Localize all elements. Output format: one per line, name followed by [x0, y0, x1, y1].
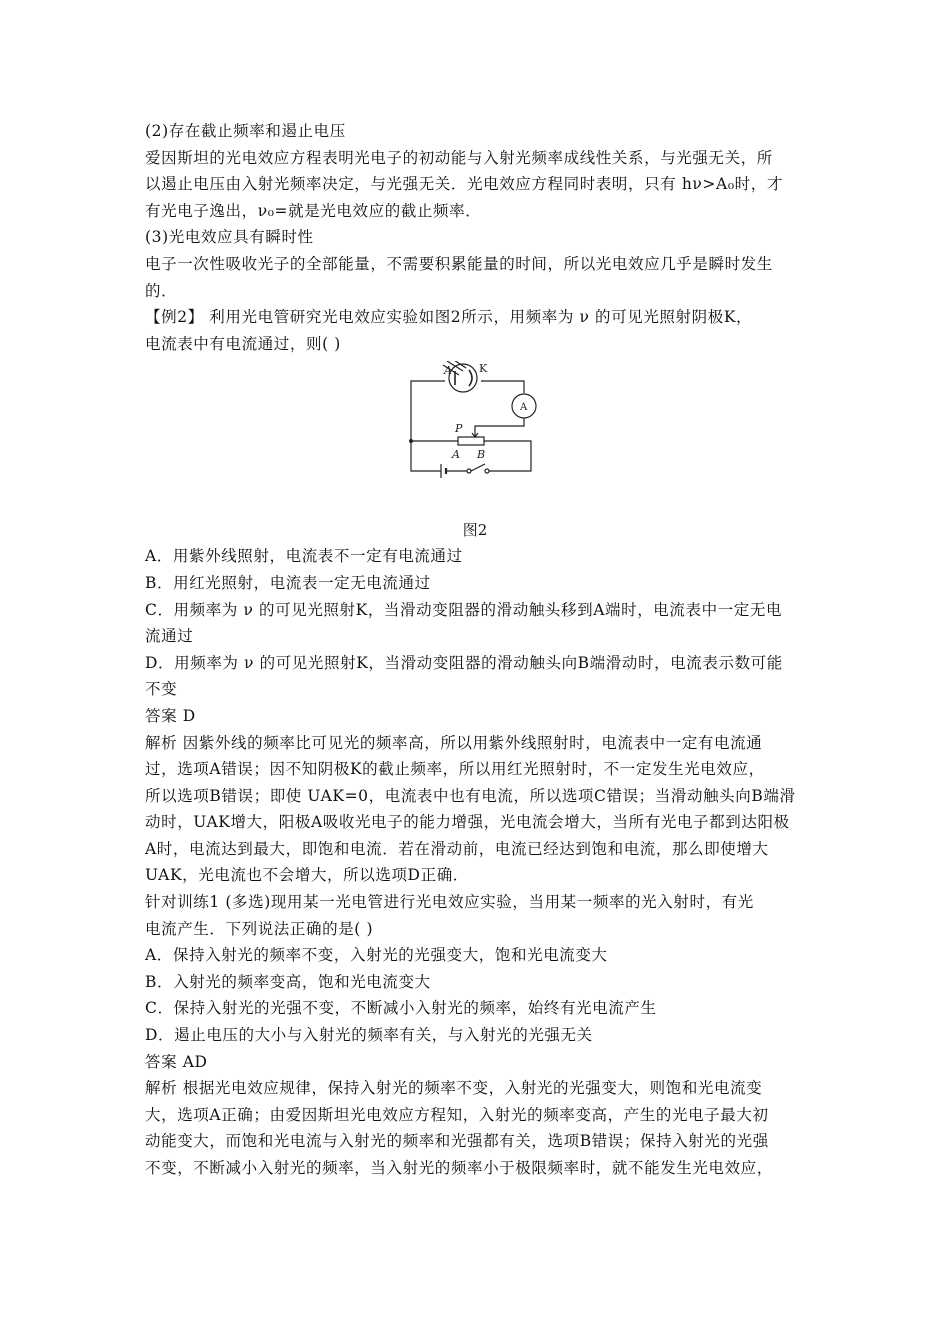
text-line: 有光电子逸出，ν₀=就是光电效应的截止频率．	[145, 201, 482, 220]
text-line: 爱因斯坦的光电效应方程表明光电子的初动能与入射光频率成线性关系，与光强无关，所	[145, 148, 773, 167]
text-line: A．保持入射光的频率不变，入射光的光强变大，饱和光电流变大	[145, 946, 608, 965]
text-line: 动时，UAK增大，阳极A吸收光电子的能力增强，光电流会增大，当所有光电子都到达阳极	[145, 813, 790, 832]
text-line: D．用频率为 ν 的可见光照射K，当滑动变阻器的滑动触头向B端滑动时，电流表示数可能	[145, 653, 783, 672]
text-block-before	[145, 118, 815, 357]
text-line: 不变，不断减小入射光的频率，当入射光的频率小于极限频率时，就不能发生光电效应，	[145, 1159, 773, 1177]
text-line: A．用紫外线照射，电流表不一定有电流通过	[145, 547, 463, 566]
end-b-label: B	[477, 448, 486, 462]
text-line: 所以选项B错误；即使 UAK=0，电流表中也有电流，所以选项C错误；当滑动触头向B端滑	[145, 786, 796, 805]
circuit-figure	[145, 357, 815, 517]
text-line: (2)存在截止频率和遏止电压	[145, 122, 346, 140]
text-line: 电流表中有电流通过，则( )	[145, 334, 341, 353]
text-line: UAK，光电流也不会增大，所以选项D正确．	[145, 866, 469, 885]
text-line: 答案 D	[145, 706, 196, 725]
text-line: 答案 AD	[145, 1052, 208, 1071]
slider-label: P	[455, 422, 463, 436]
figure-caption: 图2	[462, 521, 488, 540]
circuit-diagram	[405, 361, 550, 486]
text-line: B．用红光照射，电流表一定无电流通过	[145, 573, 431, 592]
text-line: 流通过	[145, 627, 194, 646]
text-block-after	[145, 543, 815, 1181]
text-line: B．入射光的频率变高，饱和光电流变大	[145, 972, 431, 991]
text-line: 的．	[145, 281, 178, 300]
text-line: 不变	[145, 680, 178, 699]
text-line: 大，选项A正确；由爱因斯坦光电效应方程知，入射光的频率变高，产生的光电子最大初	[145, 1105, 769, 1124]
text-line: C．用频率为 ν 的可见光照射K，当滑动变阻器的滑动触头移到A端时，电流表中一定无电	[145, 600, 783, 619]
text-line: 解析 因紫外线的频率比可见光的频率高，所以用紫外线照射时，电流表中一定有电流通	[145, 733, 763, 752]
text-line: 电子一次性吸收光子的全部能量，不需要积累能量的时间，所以光电效应几乎是瞬时发生	[145, 254, 773, 273]
text-line: D．遏止电压的大小与入射光的频率有关，与入射光的光强无关	[145, 1026, 593, 1045]
ammeter-label: A	[520, 402, 528, 414]
text-line: 动能变大，而饱和光电流与入射光的频率和光强都有关，选项B错误；保持入射光的光强	[145, 1132, 769, 1151]
text-line: 【例2】 利用光电管研究光电效应实验如图2所示，用频率为 ν 的可见光照射阴极K，	[145, 308, 753, 327]
text-line: (3)光电效应具有瞬时性	[145, 228, 314, 247]
text-line: C．保持入射光的光强不变，不断减小入射光的频率，始终有光电流产生	[145, 999, 657, 1018]
text-line: 过，选项A错误；因不知阴极K的截止频率，所以用红光照射时，不一定发生光电效应，	[145, 760, 765, 779]
text-line: 以遏止电压由入射光频率决定，与光强无关．光电效应方程同时表明，只有 hν>A₀时，才	[145, 175, 783, 194]
text-line: 针对训练1 (多选)现用某一光电管进行光电效应实验，当用某一频率的光入射时，有光	[145, 893, 754, 912]
cathode-label: K	[479, 362, 488, 376]
text-line: A时，电流达到最大，即饱和电流．若在滑动前，电流已经达到饱和电流，那么即使增大	[145, 839, 769, 858]
end-a-label: A	[452, 448, 460, 462]
text-line: 解析 根据光电效应规律，保持入射光的频率不变，入射光的光强变大，则饱和光电流变	[145, 1079, 763, 1098]
document-page	[145, 118, 815, 1182]
text-line: 电流产生．下列说法正确的是( )	[145, 919, 374, 938]
anode-label: A	[444, 364, 452, 378]
